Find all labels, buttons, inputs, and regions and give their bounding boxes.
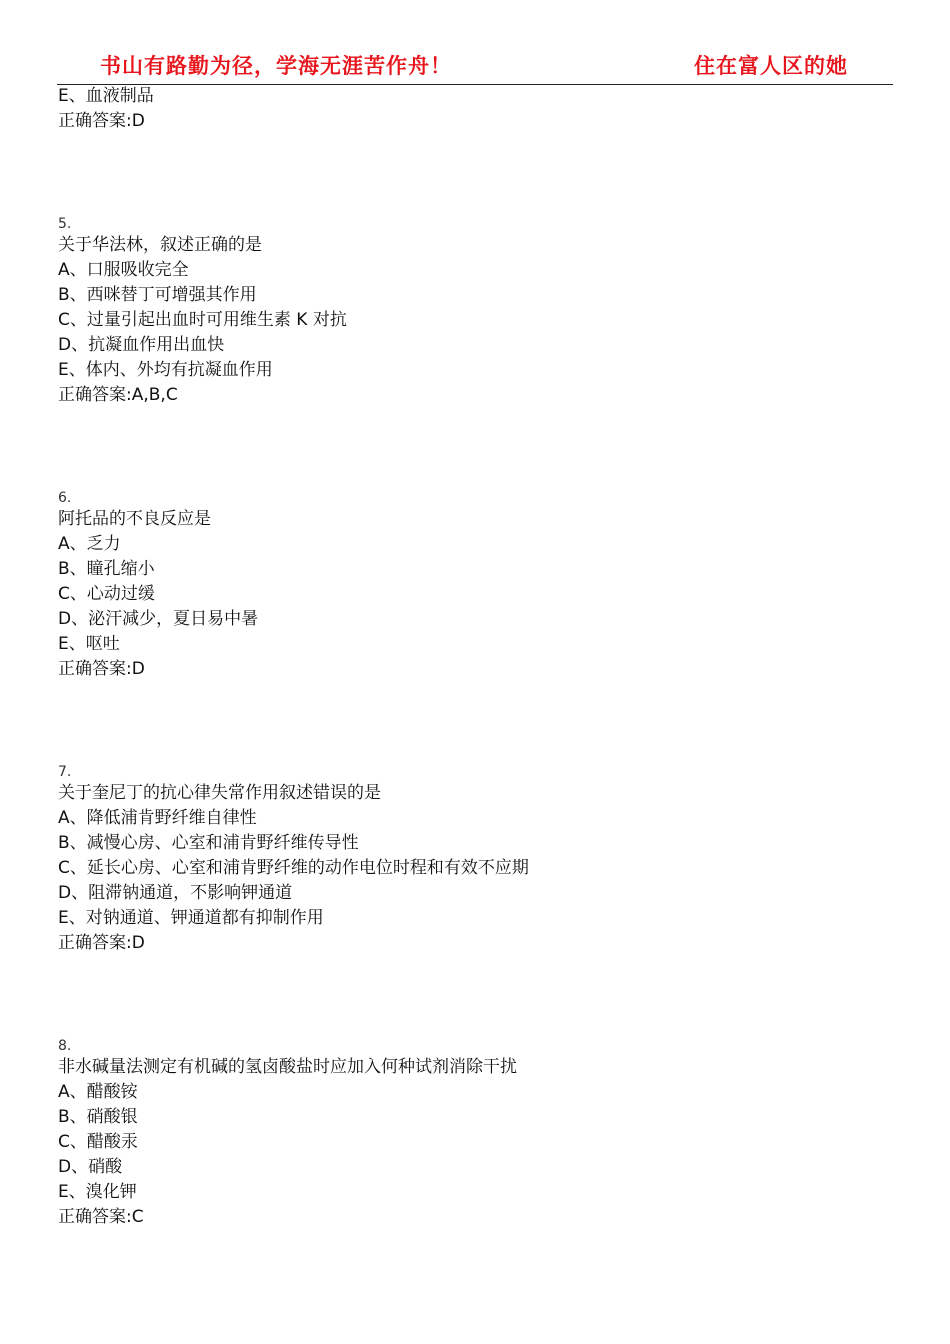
option: E、呕吐: [58, 634, 120, 654]
question-number: 5.: [58, 216, 72, 232]
option: D、阻滞钠通道，不影响钾通道: [58, 883, 293, 903]
question-number: 7.: [58, 764, 72, 780]
question-number: 8.: [58, 1038, 72, 1054]
option: A、醋酸铵: [58, 1082, 138, 1102]
option: C、延长心房、心室和浦肯野纤维的动作电位时程和有效不应期: [58, 858, 529, 878]
answer: 正确答案:D: [58, 659, 145, 679]
header-right-text: 住在富人区的她: [694, 53, 848, 78]
option: D、硝酸: [58, 1157, 123, 1177]
question-stem: 阿托品的不良反应是: [58, 509, 211, 529]
answer: 正确答案:D: [58, 111, 145, 131]
answer: 正确答案:C: [58, 1207, 144, 1227]
option: A、口服吸收完全: [58, 260, 189, 280]
question-stem: 关于华法林，叙述正确的是: [58, 235, 262, 255]
option: B、减慢心房、心室和浦肯野纤维传导性: [58, 833, 359, 853]
option: B、硝酸银: [58, 1107, 138, 1127]
option: A、降低浦肯野纤维自律性: [58, 808, 257, 828]
option: C、过量引起出血时可用维生素 K 对抗: [58, 310, 347, 330]
option: C、醋酸汞: [58, 1132, 138, 1152]
option: D、抗凝血作用出血快: [58, 335, 225, 355]
answer: 正确答案:D: [58, 933, 145, 953]
option: B、西咪替丁可增强其作用: [58, 285, 257, 305]
option: E、对钠通道、钾通道都有抑制作用: [58, 908, 324, 928]
option: E、体内、外均有抗凝血作用: [58, 360, 273, 380]
option: E、溴化钾: [58, 1182, 137, 1202]
page-header: [57, 50, 893, 85]
option: B、瞳孔缩小: [58, 559, 155, 579]
question-stem: 非水碱量法测定有机碱的氢卤酸盐时应加入何种试剂消除干扰: [58, 1057, 517, 1077]
question-stem: 关于奎尼丁的抗心律失常作用叙述错误的是: [58, 783, 381, 803]
header-motto: 书山有路勤为径，学海无涯苦作舟！: [100, 53, 452, 78]
question-number: 6.: [58, 490, 72, 506]
option: D、泌汗减少，夏日易中暑: [58, 609, 259, 629]
option-e: E、血液制品: [58, 86, 154, 106]
option: A、乏力: [58, 534, 121, 554]
answer: 正确答案:A,B,C: [58, 385, 178, 405]
option: C、心动过缓: [58, 584, 155, 604]
